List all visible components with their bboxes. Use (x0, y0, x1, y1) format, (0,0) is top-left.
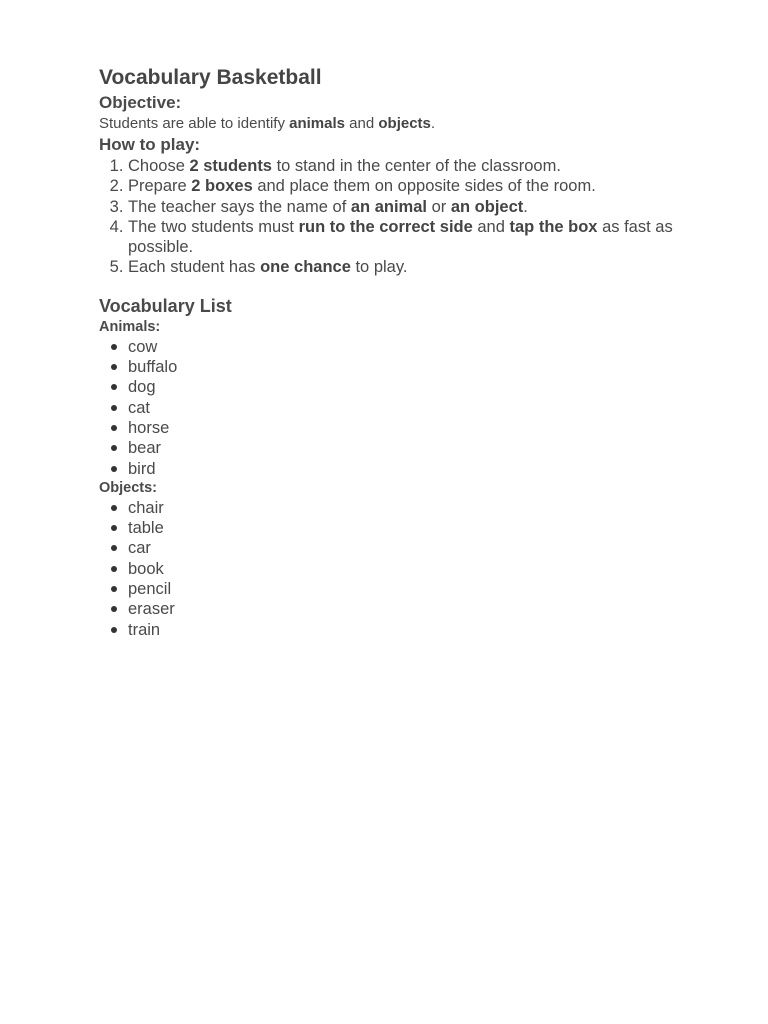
step-bold: 2 boxes (191, 177, 253, 196)
list-item-label: pencil (128, 580, 172, 599)
list-item (128, 538, 768, 558)
bullet-icon (111, 466, 117, 472)
step-2 (128, 176, 676, 196)
step-bold: 2 students (189, 157, 272, 175)
page-title: Vocabulary Basketball (99, 66, 322, 89)
animals-heading: Animals: (99, 318, 161, 335)
step-text: Choose (128, 157, 190, 175)
bullet-icon (111, 525, 117, 531)
list-item-label: horse (128, 418, 170, 437)
list-item (128, 459, 768, 479)
list-item-label: bear (128, 439, 162, 458)
step-text: to play. (350, 258, 408, 277)
list-item (128, 337, 768, 357)
list-item (128, 418, 768, 438)
list-item (128, 518, 768, 538)
step-4 (128, 217, 676, 258)
list-item (128, 498, 768, 518)
vocabulary-list-heading: Vocabulary List (99, 295, 232, 316)
list-item-label: dog (128, 378, 156, 397)
list-item-label: car (128, 539, 151, 558)
bullet-icon (111, 566, 117, 572)
objective-text-part: and (345, 115, 379, 132)
list-item-label: train (128, 620, 161, 639)
step-text: Prepare (128, 177, 192, 196)
how-to-play-heading: How to play: (99, 135, 201, 154)
objective-text (99, 114, 768, 134)
list-item (128, 398, 768, 418)
list-item-label: bird (128, 459, 156, 478)
list-item-label: book (128, 559, 164, 578)
step-text: and (472, 217, 510, 236)
objective-text-part: . (430, 115, 436, 132)
step-text: The two students must (128, 217, 299, 236)
bullet-icon (111, 627, 117, 633)
list-item (128, 377, 768, 397)
list-item-label: cow (128, 337, 158, 356)
step-text: to stand in the center of the classroom. (272, 157, 561, 175)
list-item (128, 579, 768, 599)
step-text: The teacher says the name of (128, 197, 351, 216)
list-item (128, 559, 768, 579)
bullet-icon (111, 545, 117, 551)
step-5 (128, 257, 676, 277)
list-item (128, 438, 768, 458)
objects-list (99, 498, 768, 640)
how-to-play-steps (99, 156, 676, 278)
step-bold: an animal (350, 197, 427, 216)
list-item (128, 599, 768, 619)
bullet-icon (111, 606, 117, 612)
list-item-label: cat (128, 398, 151, 417)
bullet-icon (111, 586, 117, 592)
step-bold: an object (450, 197, 524, 216)
step-bold: tap the box (509, 217, 598, 236)
bullet-icon (111, 425, 117, 431)
list-item-label: table (128, 519, 164, 538)
bullet-icon (111, 364, 117, 370)
step-text: . (523, 197, 528, 216)
objective-text-part: Students are able to identify (99, 115, 290, 132)
bullet-icon (111, 445, 117, 451)
step-text: as fast as possible. (128, 217, 673, 257)
objective-objects-bold: objects (378, 115, 431, 132)
objects-heading: Objects: (99, 479, 158, 496)
bullet-icon (111, 505, 117, 511)
bullet-icon (111, 344, 117, 350)
step-bold: run to the correct side (298, 217, 473, 236)
list-item-label: chair (128, 498, 164, 517)
step-bold: one chance (260, 258, 351, 277)
list-item (128, 357, 768, 377)
step-1 (128, 156, 676, 176)
step-text: or (427, 197, 451, 216)
bullet-icon (111, 384, 117, 390)
step-text: and place them on opposite sides of the room. (252, 177, 596, 196)
list-item-label: eraser (128, 600, 175, 619)
objective-heading: Objective: (99, 93, 182, 112)
list-item-label: buffalo (128, 358, 178, 377)
step-3 (128, 197, 676, 217)
step-text: Each student has (128, 258, 261, 277)
animals-list (99, 337, 768, 479)
list-item (128, 620, 768, 640)
bullet-icon (111, 405, 117, 411)
objective-animals-bold: animals (289, 115, 345, 132)
